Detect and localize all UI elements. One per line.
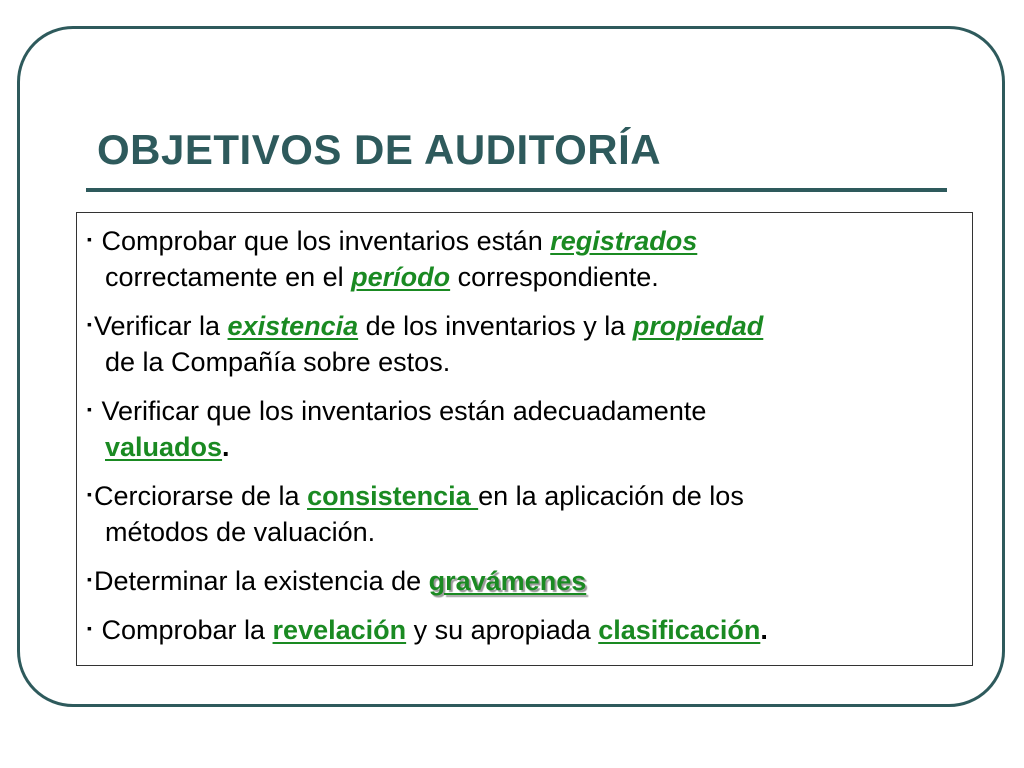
keyword-periodo: período	[351, 262, 451, 292]
title-divider	[86, 188, 947, 192]
objective-text: .	[222, 432, 230, 462]
objective-continuation	[87, 514, 967, 550]
bullet-square-icon: ▪	[87, 571, 92, 587]
keyword-existencia: existencia	[227, 311, 359, 341]
keyword-consistencia: consistencia	[307, 481, 479, 511]
objective-registro	[87, 221, 967, 295]
objective-text: correctamente en el	[105, 262, 352, 292]
objective-continuation	[87, 429, 967, 465]
objective-text: de la Compañía sobre estos.	[105, 347, 451, 377]
objective-text: Cerciorarse de la	[93, 481, 308, 511]
objective-revelacion	[87, 610, 967, 648]
objective-existencia	[87, 306, 967, 380]
bullet-square-icon: ▪	[87, 401, 92, 417]
bullet-square-icon: ▪	[87, 316, 92, 332]
objective-text: Comprobar que los inventarios están	[93, 226, 551, 256]
keyword-propiedad: propiedad	[632, 311, 764, 341]
keyword-clasificacion: clasificación	[598, 615, 761, 645]
bullet-square-icon: ▪	[87, 486, 92, 502]
keyword-valuados: valuados	[105, 432, 223, 462]
objective-consistencia	[87, 476, 967, 550]
objective-text: Determinar la existencia de	[93, 566, 429, 596]
keyword-registrados: registrados	[550, 226, 698, 256]
objective-text: métodos de valuación.	[105, 517, 376, 547]
bullet-square-icon: ▪	[87, 620, 92, 636]
objective-text: Verificar que los inventarios están adecuadamente	[93, 396, 707, 426]
objective-text: Comprobar la	[93, 615, 273, 645]
objective-continuation	[87, 259, 967, 295]
objective-gravamenes	[87, 561, 967, 599]
objective-text: y su apropiada	[406, 615, 599, 645]
objective-continuation	[87, 344, 967, 380]
objective-text: Verificar la	[93, 311, 228, 341]
objective-text: de los inventarios y la	[358, 311, 633, 341]
keyword-revelacion: revelación	[272, 615, 407, 645]
keyword-gravamenes: gravámenes	[428, 566, 587, 596]
objective-valuacion	[87, 391, 967, 465]
slide-title: OBJETIVOS DE AUDITORÍA	[97, 126, 662, 173]
objectives-box	[76, 212, 973, 666]
objective-text: correspondiente.	[450, 262, 659, 292]
objective-text: .	[760, 615, 768, 645]
bullet-square-icon: ▪	[87, 231, 92, 247]
objective-text: en la aplicación de los	[478, 481, 744, 511]
objectives-list	[87, 221, 967, 659]
